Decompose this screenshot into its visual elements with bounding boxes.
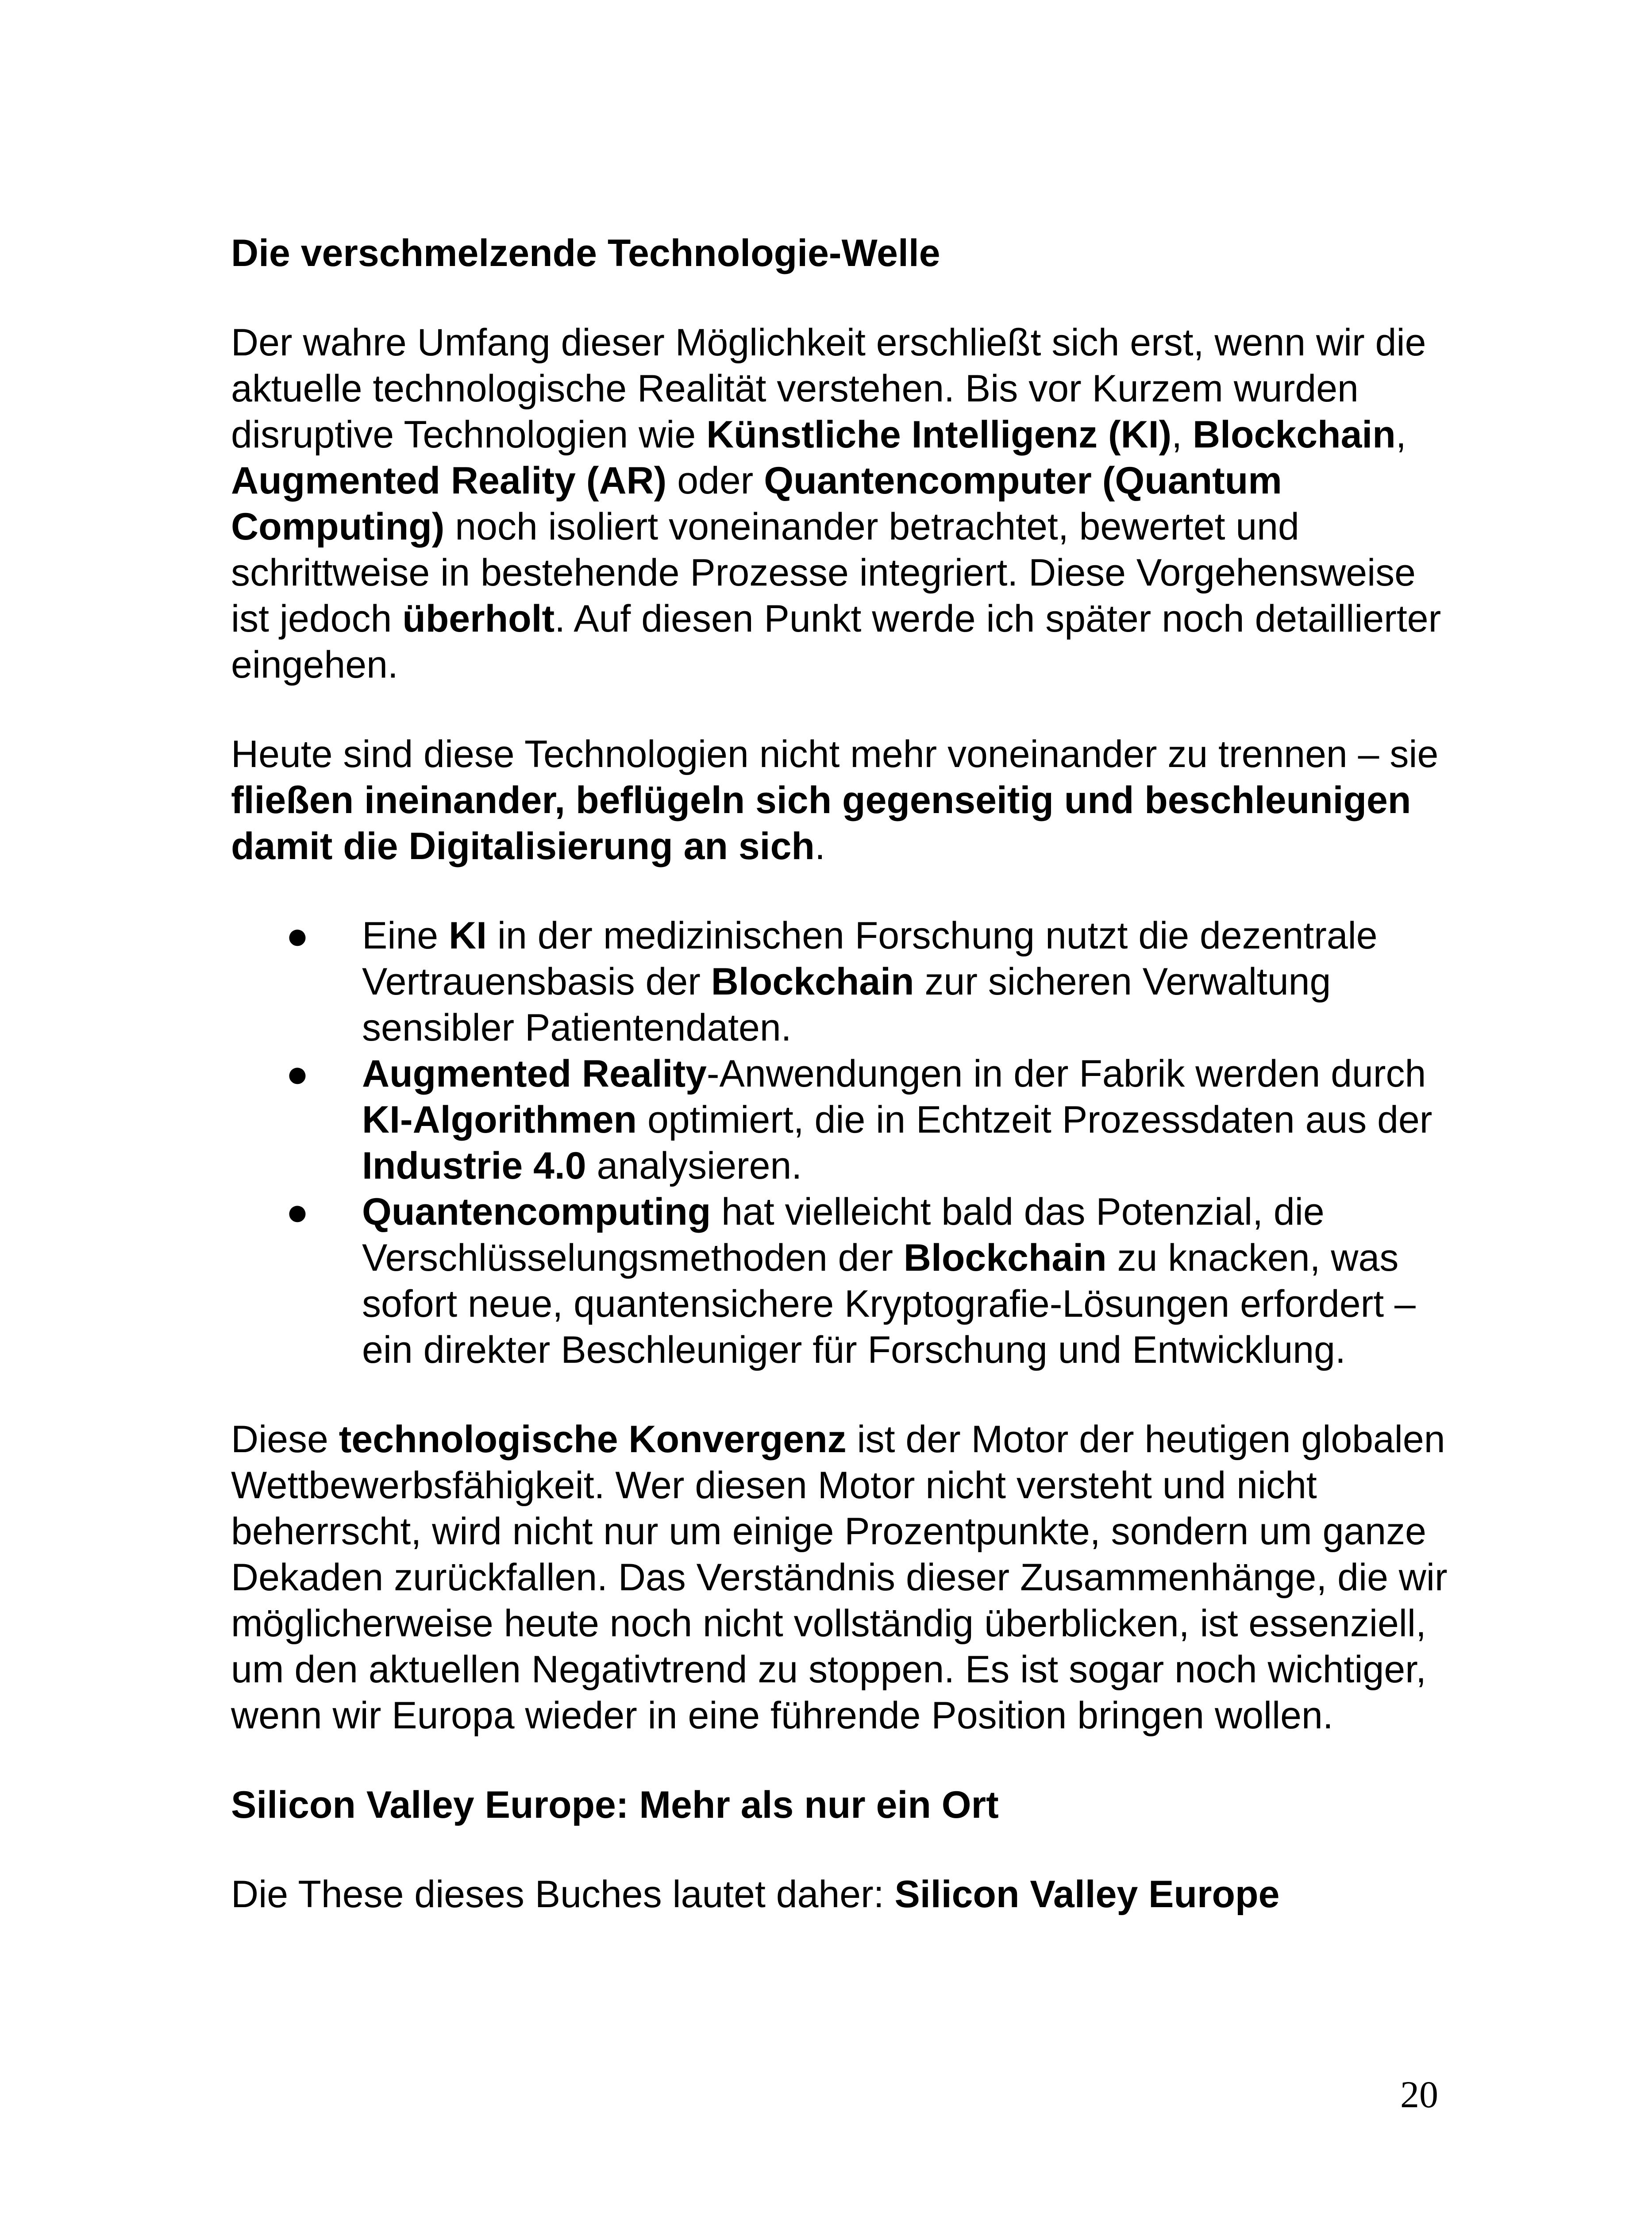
section-heading-silicon-valley-europe: Silicon Valley Europe: Mehr als nur ein Ort bbox=[231, 1784, 999, 1826]
text-run: oder bbox=[666, 459, 764, 502]
bold-text-run: KI-Algorithmen bbox=[362, 1099, 637, 1141]
bold-text-run: Künstliche Intelligenz (KI) bbox=[706, 413, 1172, 456]
bold-text-run: technologische Konvergenz bbox=[339, 1418, 847, 1461]
text-run: zur sicheren Verwaltung sensibler Patientendaten. bbox=[362, 960, 1331, 1049]
bold-text-run: KI bbox=[449, 914, 487, 957]
bold-text-run: Silicon Valley Europe bbox=[894, 1873, 1280, 1916]
text-run: -Anwendungen in der Fabrik werden durch bbox=[706, 1053, 1426, 1095]
bold-text-run: Augmented Reality bbox=[362, 1053, 707, 1095]
text-run: , bbox=[1395, 413, 1406, 456]
bullet-icon: ● bbox=[286, 1191, 309, 1233]
bold-text-run: Quantencomputer (Quantum Computing) bbox=[231, 459, 1282, 548]
bullet-icon: ● bbox=[286, 1053, 309, 1095]
list-item-text bbox=[362, 1191, 1416, 1371]
text-run: hat vielleicht bald das Potenzial, die Verschlüsselungsmethoden der bbox=[362, 1191, 1325, 1279]
bold-text-run: Augmented Reality (AR) bbox=[231, 459, 667, 502]
text-run: in der medizinischen Forschung nutzt die dezentrale Vertrauensbasis der bbox=[362, 914, 1378, 1003]
text-run: Die These dieses Buches lautet daher: bbox=[231, 1873, 895, 1916]
paragraph-intro bbox=[231, 320, 1452, 688]
bold-text-run: Blockchain bbox=[903, 1237, 1107, 1279]
bullet-icon: ● bbox=[286, 914, 309, 957]
bold-text-run: Quantencomputing bbox=[362, 1191, 711, 1233]
text-run: Der wahre Umfang dieser Möglichkeit erschließt sich erst, wenn wir die aktuelle technologische Realität verstehen. Bis vor Kurzem wurden disruptive Technologien wie bbox=[231, 321, 1426, 456]
text-run: analysieren. bbox=[586, 1145, 802, 1187]
text-run: optimiert, die in Echtzeit Prozessdaten aus der bbox=[637, 1099, 1433, 1141]
list-item-quantum-computing bbox=[231, 1189, 1452, 1373]
list-item-augmented-reality bbox=[231, 1051, 1452, 1189]
text-run: zu knacken, was sofort neue, quantensichere Kryptografie-Lösungen erfordert – ein direkter Beschleuniger für Forschung und Entwicklung. bbox=[362, 1237, 1416, 1371]
text-run: noch isoliert voneinander betrachtet, bewertet und schrittweise in bestehende Prozesse integriert. Diese Vorgehensweise ist jedoch bbox=[231, 505, 1416, 640]
text-run: . Auf diesen Punkt werde ich später noch detaillierter eingehen. bbox=[231, 598, 1441, 686]
paragraph-convergence-statement bbox=[231, 731, 1452, 869]
text-run: , bbox=[1171, 413, 1193, 456]
page-content bbox=[231, 230, 1452, 1917]
paragraph-thesis bbox=[231, 1871, 1452, 1917]
text-run: Heute sind diese Technologien nicht mehr voneinander zu trennen – sie bbox=[231, 733, 1439, 775]
list-item-text bbox=[362, 914, 1378, 1049]
list-item-ki-blockchain bbox=[231, 913, 1452, 1051]
text-run: ist der Motor der heutigen globalen Wettbewerbsfähigkeit. Wer diesen Motor nicht versteht und nicht beherrscht, wird nicht nur um einige Prozentpunkte, sondern um ganze Dekaden zurückfallen. Das Verständnis dieser Zusammenhänge, die wir möglicherweise heute noch nicht vollständig überblicken, ist essenziell, um den aktuellen Negativtrend zu stoppen. Es ist sogar noch wichtiger, wenn wir Europa wieder in eine führende Position bringen wollen. bbox=[231, 1418, 1448, 1737]
text-run: . bbox=[814, 825, 825, 867]
paragraph-technological-convergence bbox=[231, 1416, 1452, 1739]
page-number: 20 bbox=[1400, 2073, 1438, 2116]
list-item-text bbox=[362, 1053, 1432, 1187]
bold-text-run: fließen ineinander, beflügeln sich gegenseitig und beschleunigen damit die Digitalisierung an sich bbox=[231, 779, 1411, 867]
bold-text-run: Blockchain bbox=[711, 960, 914, 1003]
bold-text-run: Industrie 4.0 bbox=[362, 1145, 586, 1187]
text-run: Eine bbox=[362, 914, 449, 957]
bold-text-run: Blockchain bbox=[1193, 413, 1396, 456]
section-heading-technology-wave: Die verschmelzende Technologie-Welle bbox=[231, 232, 940, 274]
text-run: Diese bbox=[231, 1418, 339, 1461]
bold-text-run: überholt bbox=[402, 598, 555, 640]
bullet-list-examples bbox=[231, 913, 1452, 1373]
